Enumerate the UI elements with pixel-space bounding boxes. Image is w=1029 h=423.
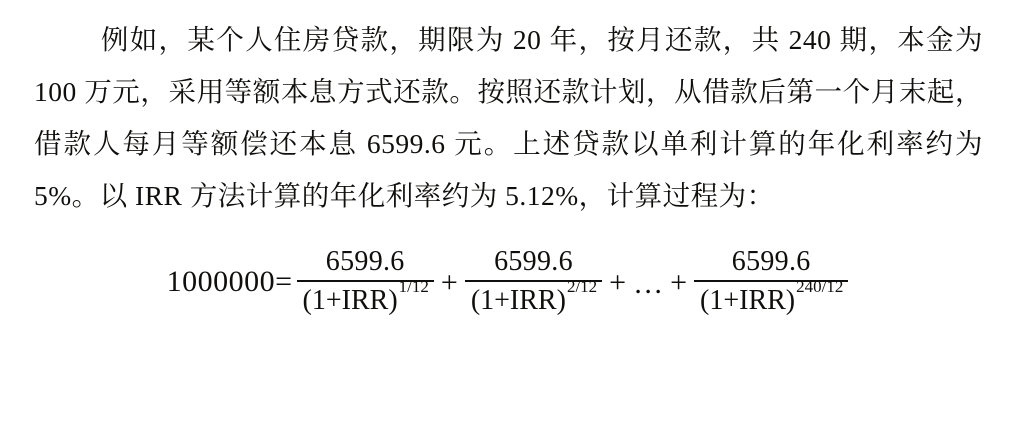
numerator-1: 6599.6	[325, 246, 405, 277]
ellipsis-symbol: …	[633, 266, 664, 300]
fraction-term-1	[297, 246, 434, 317]
plus-sign-1: +	[440, 265, 458, 299]
denominator-base-2: (1+IRR)	[470, 285, 566, 316]
equation-left-side: 1000000=	[166, 264, 293, 298]
denominator-base-1: (1+IRR)	[302, 285, 398, 316]
numerator-2: 6599.6	[494, 246, 573, 277]
exponent-3: 240/12	[796, 276, 844, 296]
body-paragraph	[34, 14, 983, 222]
paragraph-text: 例如，某个人住房贷款，期限为 20 年，按月还款，共 240 期，本金为 100 万元，采用等额本息方式还款。按照还款计划，从借款后第一个月末起，借款人每月等额偿还本息 6599.6 元。上述贷款以单利计算的年化利率约为 5%。以 IRR 方法计算的年化利率约为 5.12%，计算过程为：	[34, 24, 983, 211]
denominator-base-3: (1+IRR)	[700, 285, 796, 316]
plus-sign-3: +	[670, 265, 688, 299]
exponent-1: 1/12	[398, 276, 429, 296]
denominator-2	[465, 276, 602, 317]
fraction-term-3	[694, 246, 848, 317]
irr-equation	[167, 246, 851, 317]
fraction-term-2	[465, 246, 602, 317]
denominator-3	[694, 276, 848, 317]
plus-sign-2: +	[609, 265, 627, 299]
formula-block	[34, 246, 983, 317]
numerator-3: 6599.6	[731, 246, 811, 277]
exponent-2: 2/12	[566, 276, 598, 296]
denominator-1	[297, 276, 434, 317]
